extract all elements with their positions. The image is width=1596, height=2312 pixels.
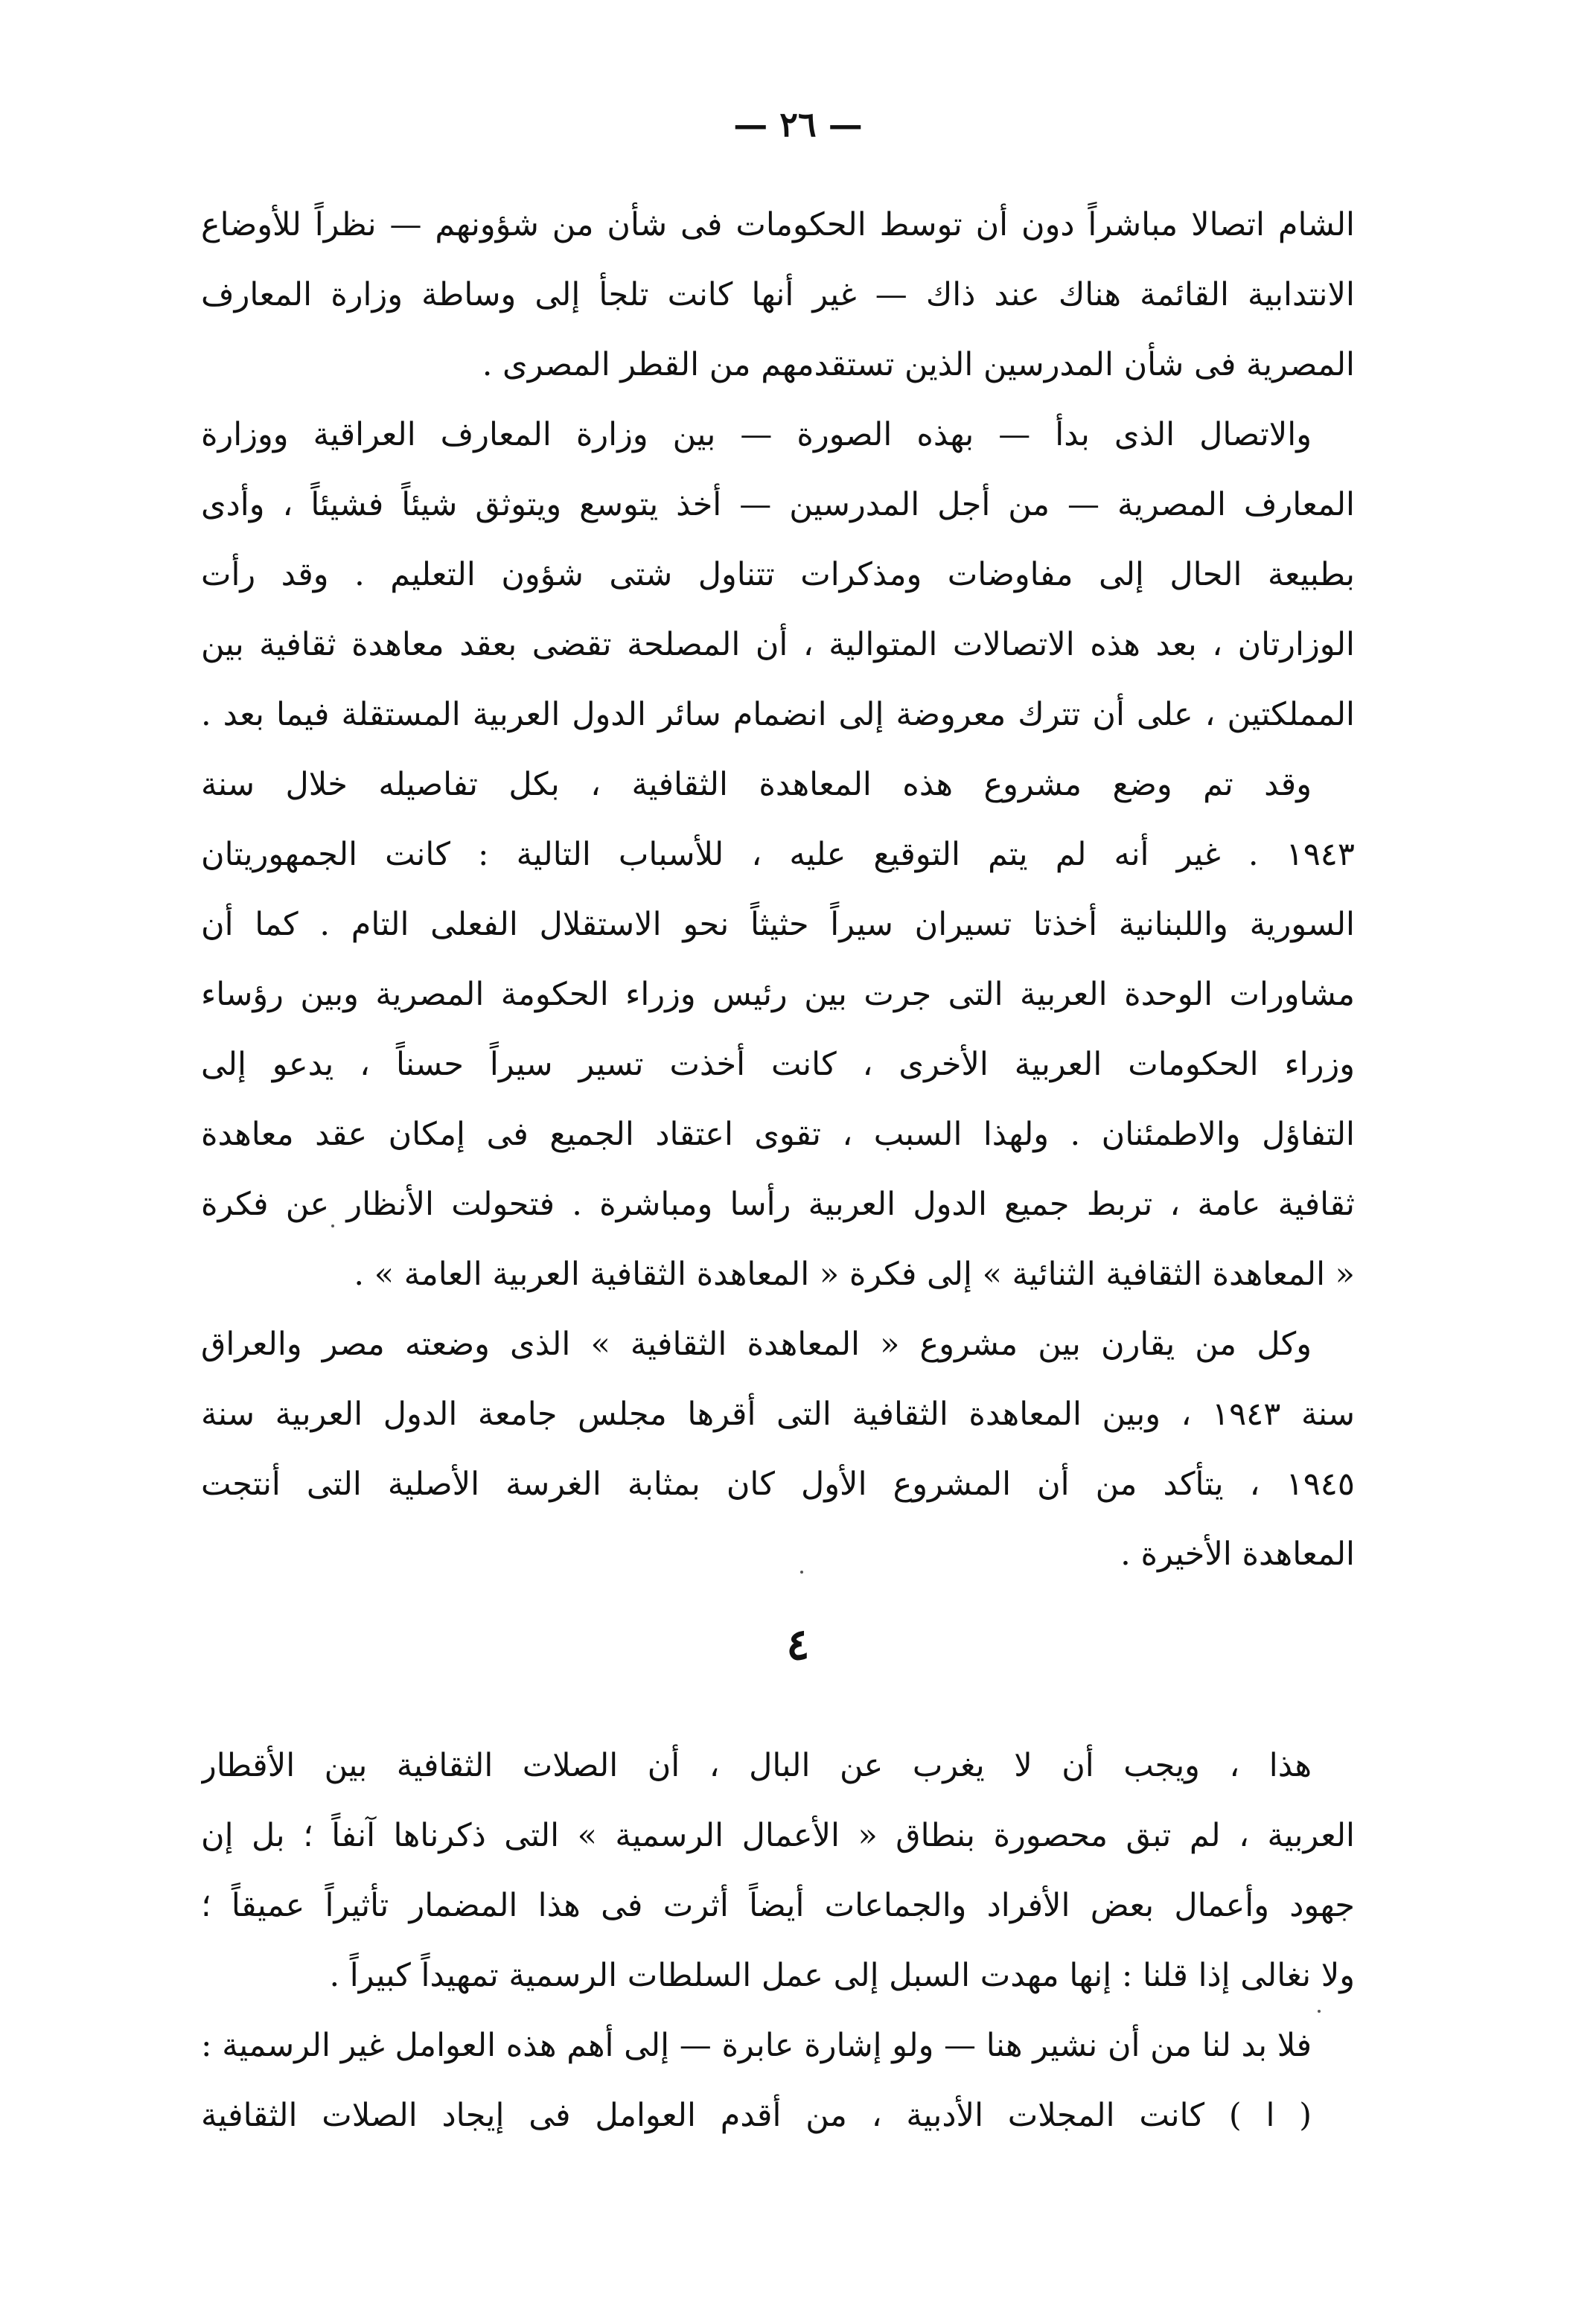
text-line: « المعاهدة الثقافية الثنائية » إلى فكرة « المعاهدة الثقافية العربية العامة » . — [354, 1256, 1355, 1293]
scan-speck — [1318, 2010, 1321, 2013]
text-line: ١٩٤٥ ، يتأكد من أن المشروع الأول كان بمثابة الغرسة الأصلية التى أنتجت — [201, 1466, 1355, 1503]
text-line: ولا نغالى إذا قلنا : إنها مهدت السبل إلى عمل السلطات الرسمية تمهيداً كبيراً . — [329, 1957, 1355, 1994]
text-line: وكل من يقارن بين مشروع « المعاهدة الثقافية » الذى وضعته مصر والعراق — [201, 1326, 1312, 1363]
text-line: هذا ، ويجب أن لا يغرب عن البال ، أن الصلات الثقافية بين الأقطار — [201, 1747, 1312, 1784]
text-line: ١٩٤٣ . غير أنه لم يتم التوقيع عليه ، للأسباب التالية : كانت الجمهوريتان — [201, 836, 1355, 873]
text-line: ( ا ) كانت المجلات الأدبية ، من أقدم العوامل فى إيجاد الصلات الثقافية — [201, 2097, 1312, 2134]
scan-speck — [331, 1224, 334, 1227]
scan-speck — [800, 1571, 803, 1574]
text-line: فلا بد لنا من أن نشير هنا — ولو إشارة عابرة — إلى أهم هذه العوامل غير الرسمية : — [201, 2027, 1312, 2064]
section-number: ٤ — [786, 1619, 810, 1670]
text-line: الوزارتان ، بعد هذه الاتصالات المتوالية ، أن المصلحة تقضى بعقد معاهدة ثقافية بين — [201, 626, 1355, 663]
text-line: وقد تم وضع مشروع هذه المعاهدة الثقافية ، بكل تفاصيله خلال سنة — [201, 766, 1312, 803]
text-line: الشام اتصالا مباشراً دون أن توسط الحكومات فى شأن من شؤونهم — نظراً للأوضاع — [201, 206, 1355, 243]
text-line: مشاورات الوحدة العربية التى جرت بين رئيس وزراء الحكومة المصرية وبين رؤساء — [201, 976, 1355, 1013]
text-line: المملكتين ، على أن تترك معروضة إلى انضمام سائر الدول العربية المستقلة فيما بعد . — [201, 696, 1355, 733]
body-text-top — [201, 190, 1355, 1589]
body-text-bottom — [201, 1731, 1355, 2150]
text-line: المصرية فى شأن المدرسين الذين تستقدمهم من القطر المصرى . — [482, 346, 1355, 383]
text-line: وزراء الحكومات العربية الأخرى ، كانت أخذت تسير سيراً حسناً ، يدعو إلى — [201, 1046, 1355, 1083]
text-line: المعاهدة الأخيرة . — [1120, 1536, 1355, 1573]
text-line: والاتصال الذى بدأ — بهذه الصورة — بين وزارة المعارف العراقية ووزارة — [201, 416, 1312, 453]
page-number: — ٢٦ — — [733, 104, 863, 144]
text-line: جهود وأعمال بعض الأفراد والجماعات أيضاً أثرت فى هذا المضمار تأثيراً عميقاً ؛ — [201, 1887, 1355, 1924]
text-line: بطبيعة الحال إلى مفاوضات ومذكرات تتناول شتى شؤون التعليم . وقد رأت — [201, 556, 1355, 593]
text-line: سنة ١٩٤٣ ، وبين المعاهدة الثقافية التى أقرها مجلس جامعة الدول العربية سنة — [201, 1396, 1355, 1433]
text-line: السورية واللبنانية أخذتا تسيران سيراً حثيثاً نحو الاستقلال الفعلى التام . كما أن — [201, 906, 1355, 943]
text-line: العربية ، لم تبق محصورة بنطاق « الأعمال الرسمية » التى ذكرناها آنفاً ؛ بل إن — [201, 1817, 1355, 1854]
text-line: التفاؤل والاطمئنان . ولهذا السبب ، تقوى اعتقاد الجميع فى إمكان عقد معاهدة — [201, 1116, 1355, 1153]
text-line: المعارف المصرية — من أجل المدرسين — أخذ يتوسع ويتوثق شيئاً فشيئاً ، وأدى — [201, 486, 1355, 523]
text-line: ثقافية عامة ، تربط جميع الدول العربية رأسا ومباشرة . فتحولت الأنظار عن فكرة — [201, 1186, 1355, 1223]
text-line: الانتدابية القائمة هناك عند ذاك — غير أنها كانت تلجأ إلى وساطة وزارة المعارف — [201, 276, 1355, 313]
